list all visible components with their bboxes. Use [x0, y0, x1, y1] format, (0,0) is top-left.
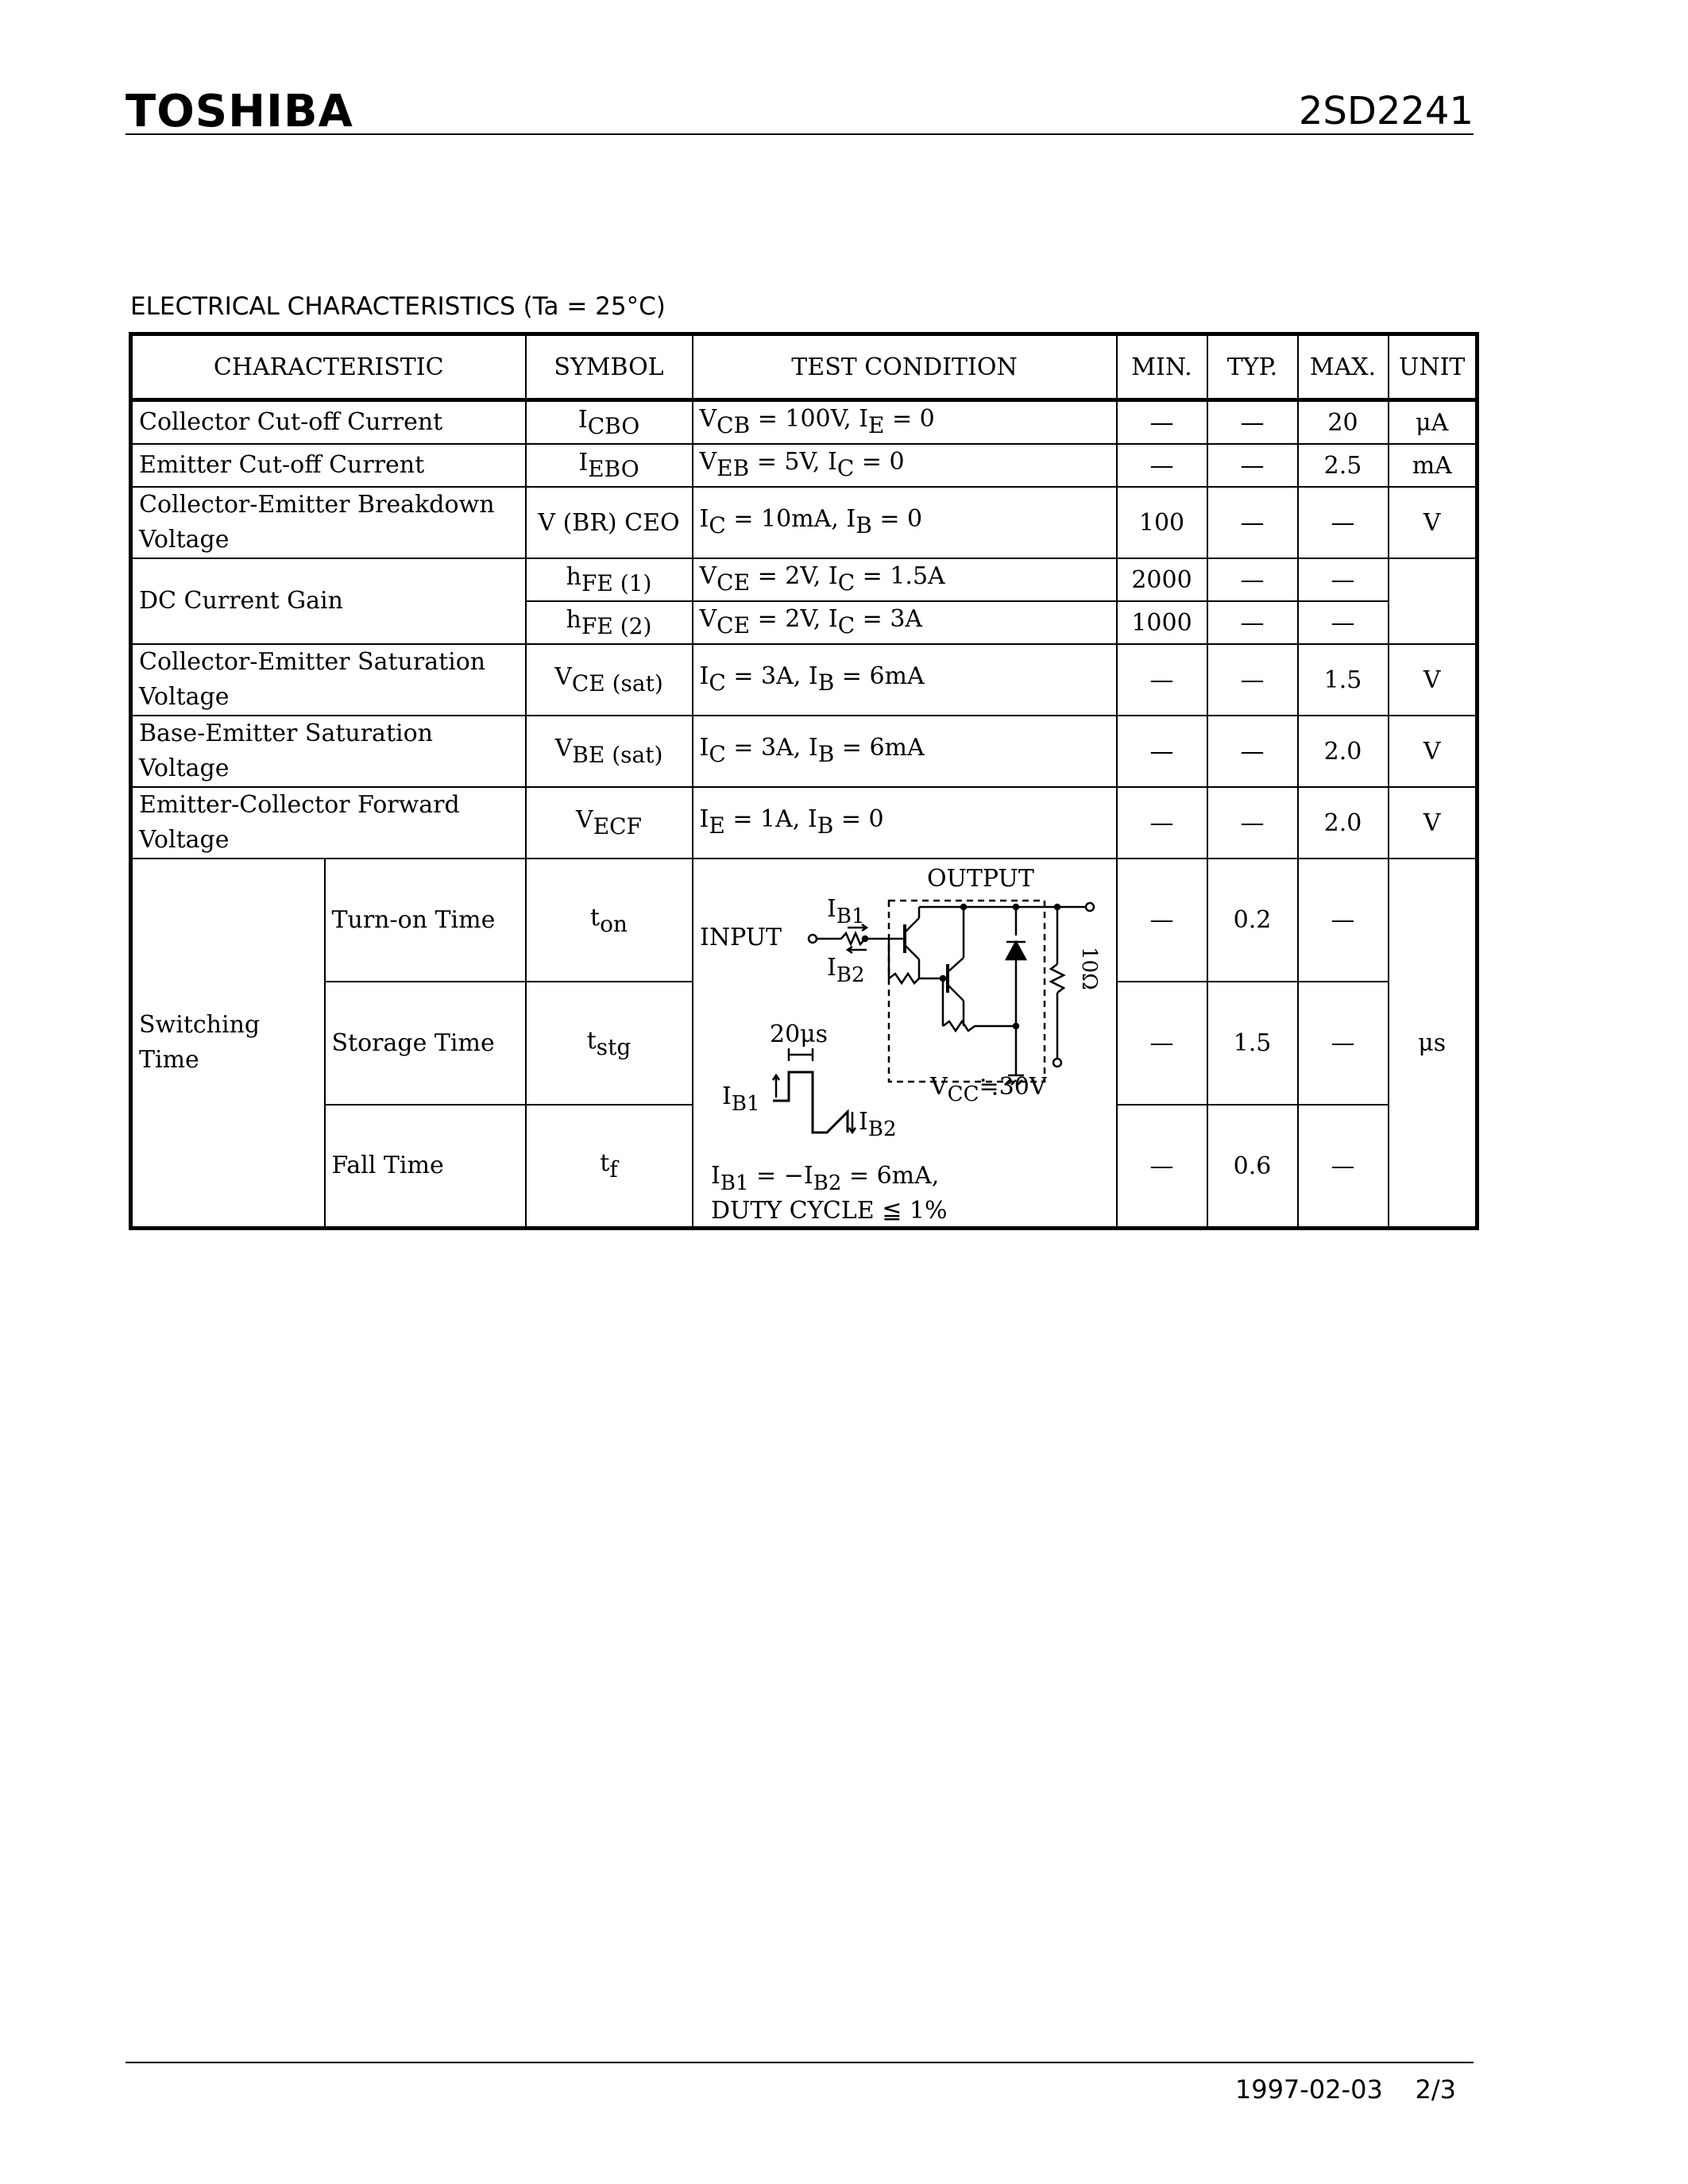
switching-test-circuit-cell	[693, 859, 1117, 1229]
col-symbol: SYMBOL	[526, 334, 693, 400]
resistor-10ohm-label: 10Ω	[1076, 947, 1101, 990]
ib2-label: IB2	[826, 954, 865, 987]
min-cell: 100	[1117, 487, 1207, 558]
symbol-cell: $I_{CBO}$	[526, 400, 693, 445]
vcc-label: VCC≒30V	[929, 1073, 1046, 1106]
pulse-width-label: 20μs	[769, 1021, 828, 1048]
input-terminal	[809, 935, 817, 943]
table-row	[131, 787, 1477, 859]
characteristic-cell: Base-Emitter Saturation Voltage	[131, 716, 526, 787]
min-cell: 2000	[1117, 558, 1207, 601]
unit-cell: μs	[1389, 859, 1477, 1229]
symbol-cell: V (BR) CEO	[526, 487, 693, 558]
ib2-pulse-label: IB2	[858, 1108, 897, 1141]
current-note: IB1 = −IB2 = 6mA,	[710, 1162, 939, 1195]
col-min: MIN.	[1117, 334, 1207, 400]
darlington-package-outline	[889, 901, 1045, 1082]
typ-cell: —	[1207, 644, 1298, 716]
characteristic-cell: Fall Time	[325, 1105, 526, 1228]
max-cell: —	[1298, 982, 1389, 1105]
table-row	[131, 444, 1477, 487]
typ-cell: 0.6	[1207, 1105, 1298, 1228]
max-cell: —	[1298, 859, 1389, 982]
characteristic-cell: Collector Cut-off Current	[131, 400, 526, 445]
test-condition-cell: $I_C = 3A$, $I_B = 6mA$	[693, 644, 1117, 716]
drive-pulse-waveform	[773, 1072, 848, 1133]
col-unit: UNIT	[1389, 334, 1477, 400]
ib1-label: IB1	[826, 895, 865, 928]
characteristic-cell: Storage Time	[325, 982, 526, 1105]
characteristic-cell: Emitter Cut-off Current	[131, 444, 526, 487]
min-cell: —	[1117, 982, 1207, 1105]
min-cell: —	[1117, 444, 1207, 487]
min-cell: —	[1117, 1105, 1207, 1228]
min-cell: 1000	[1117, 601, 1207, 644]
symbol-cell: $h_{FE (1)}$	[526, 558, 693, 601]
output-label: OUTPUT	[926, 865, 1034, 893]
col-max: MAX.	[1298, 334, 1389, 400]
load-resistor	[1051, 964, 1064, 993]
unit-cell: V	[1389, 787, 1477, 859]
typ-cell: —	[1207, 787, 1298, 859]
symbol-cell: $h_{FE (2)}$	[526, 601, 693, 644]
brand-logo: TOSHIBA	[126, 86, 353, 137]
max-cell: 2.0	[1298, 787, 1389, 859]
input-resistor	[841, 933, 865, 944]
unit-cell: V	[1389, 487, 1477, 558]
min-cell: —	[1117, 400, 1207, 445]
min-cell: —	[1117, 716, 1207, 787]
typ-cell: —	[1207, 444, 1298, 487]
footer	[1235, 2074, 1456, 2105]
typ-cell: —	[1207, 558, 1298, 601]
section-title: ELECTRICAL CHARACTERISTICS (Ta = 25°C)	[130, 292, 666, 321]
symbol-cell: $t_f$	[526, 1105, 693, 1228]
col-test-condition: TEST CONDITION	[693, 334, 1117, 400]
max-cell: 1.5	[1298, 644, 1389, 716]
test-condition-cell: $V_{EB} = 5V$, $I_C = 0$	[693, 444, 1117, 487]
max-cell: —	[1298, 558, 1389, 601]
footer-page: 2/3	[1415, 2074, 1456, 2105]
switching-group-cell: Switching Time	[131, 859, 325, 1229]
symbol-cell: $V_{CE (sat)}$	[526, 644, 693, 716]
symbol-cell: $V_{ECF}$	[526, 787, 693, 859]
table-row	[131, 558, 1477, 601]
table-row	[131, 400, 1477, 445]
unit-cell: V	[1389, 716, 1477, 787]
part-number: 2SD2241	[1298, 89, 1474, 133]
symbol-cell: $t_{on}$	[526, 859, 693, 982]
unit-cell: mA	[1389, 444, 1477, 487]
table-row	[131, 487, 1477, 558]
characteristic-cell: Collector-Emitter Saturation Voltage	[131, 644, 526, 716]
test-condition-cell: $I_C = 10mA$, $I_B = 0$	[693, 487, 1117, 558]
unit-cell	[1389, 558, 1477, 644]
symbol-cell: $V_{BE (sat)}$	[526, 716, 693, 787]
input-label: INPUT	[699, 924, 782, 951]
col-typ: TYP.	[1207, 334, 1298, 400]
col-characteristic: CHARACTERISTIC	[131, 334, 526, 400]
max-cell: 2.0	[1298, 716, 1389, 787]
test-condition-cell: $I_E = 1A$, $I_B = 0$	[693, 787, 1117, 859]
unit-cell: μA	[1389, 400, 1477, 445]
min-cell: —	[1117, 859, 1207, 982]
min-cell: —	[1117, 644, 1207, 716]
max-cell: 20	[1298, 400, 1389, 445]
typ-cell: 0.2	[1207, 859, 1298, 982]
characteristic-cell: DC Current Gain	[131, 558, 526, 644]
typ-cell: 1.5	[1207, 982, 1298, 1105]
max-cell: —	[1298, 1105, 1389, 1228]
max-cell: —	[1298, 601, 1389, 644]
table-row	[131, 859, 1477, 982]
table-row	[131, 644, 1477, 716]
unit-cell: V	[1389, 644, 1477, 716]
characteristic-cell: Collector-Emitter Breakdown Voltage	[131, 487, 526, 558]
typ-cell: —	[1207, 400, 1298, 445]
duty-cycle-note: DUTY CYCLE ≦ 1%	[710, 1197, 947, 1225]
header-rule	[126, 133, 1474, 135]
typ-cell: —	[1207, 487, 1298, 558]
footer-date: 1997-02-03	[1234, 2074, 1383, 2105]
characteristic-cell: Turn-on Time	[325, 859, 526, 982]
test-condition-cell: $V_{CE} = 2V$, $I_C = 1.5A$	[693, 558, 1117, 601]
typ-cell: —	[1207, 601, 1298, 644]
max-cell: 2.5	[1298, 444, 1389, 487]
min-cell: —	[1117, 787, 1207, 859]
electrical-characteristics-table	[129, 332, 1479, 1230]
symbol-cell: $I_{EBO}$	[526, 444, 693, 487]
max-cell: —	[1298, 487, 1389, 558]
footer-rule	[126, 2062, 1474, 2063]
test-condition-cell: $I_C = 3A$, $I_B = 6mA$	[693, 716, 1117, 787]
switching-test-circuit-diagram	[693, 859, 1116, 1226]
test-condition-cell: $V_{CB} = 100V$, $I_E = 0$	[693, 400, 1117, 445]
ib1-pulse-label: IB1	[721, 1082, 760, 1116]
table-row	[131, 716, 1477, 787]
table-header-row	[131, 334, 1477, 400]
characteristic-cell: Emitter-Collector Forward Voltage	[131, 787, 526, 859]
test-condition-cell: $V_{CE} = 2V$, $I_C = 3A$	[693, 601, 1117, 644]
typ-cell: —	[1207, 716, 1298, 787]
freewheel-diode	[1006, 942, 1026, 959]
symbol-cell: $t_{stg}$	[526, 982, 693, 1105]
